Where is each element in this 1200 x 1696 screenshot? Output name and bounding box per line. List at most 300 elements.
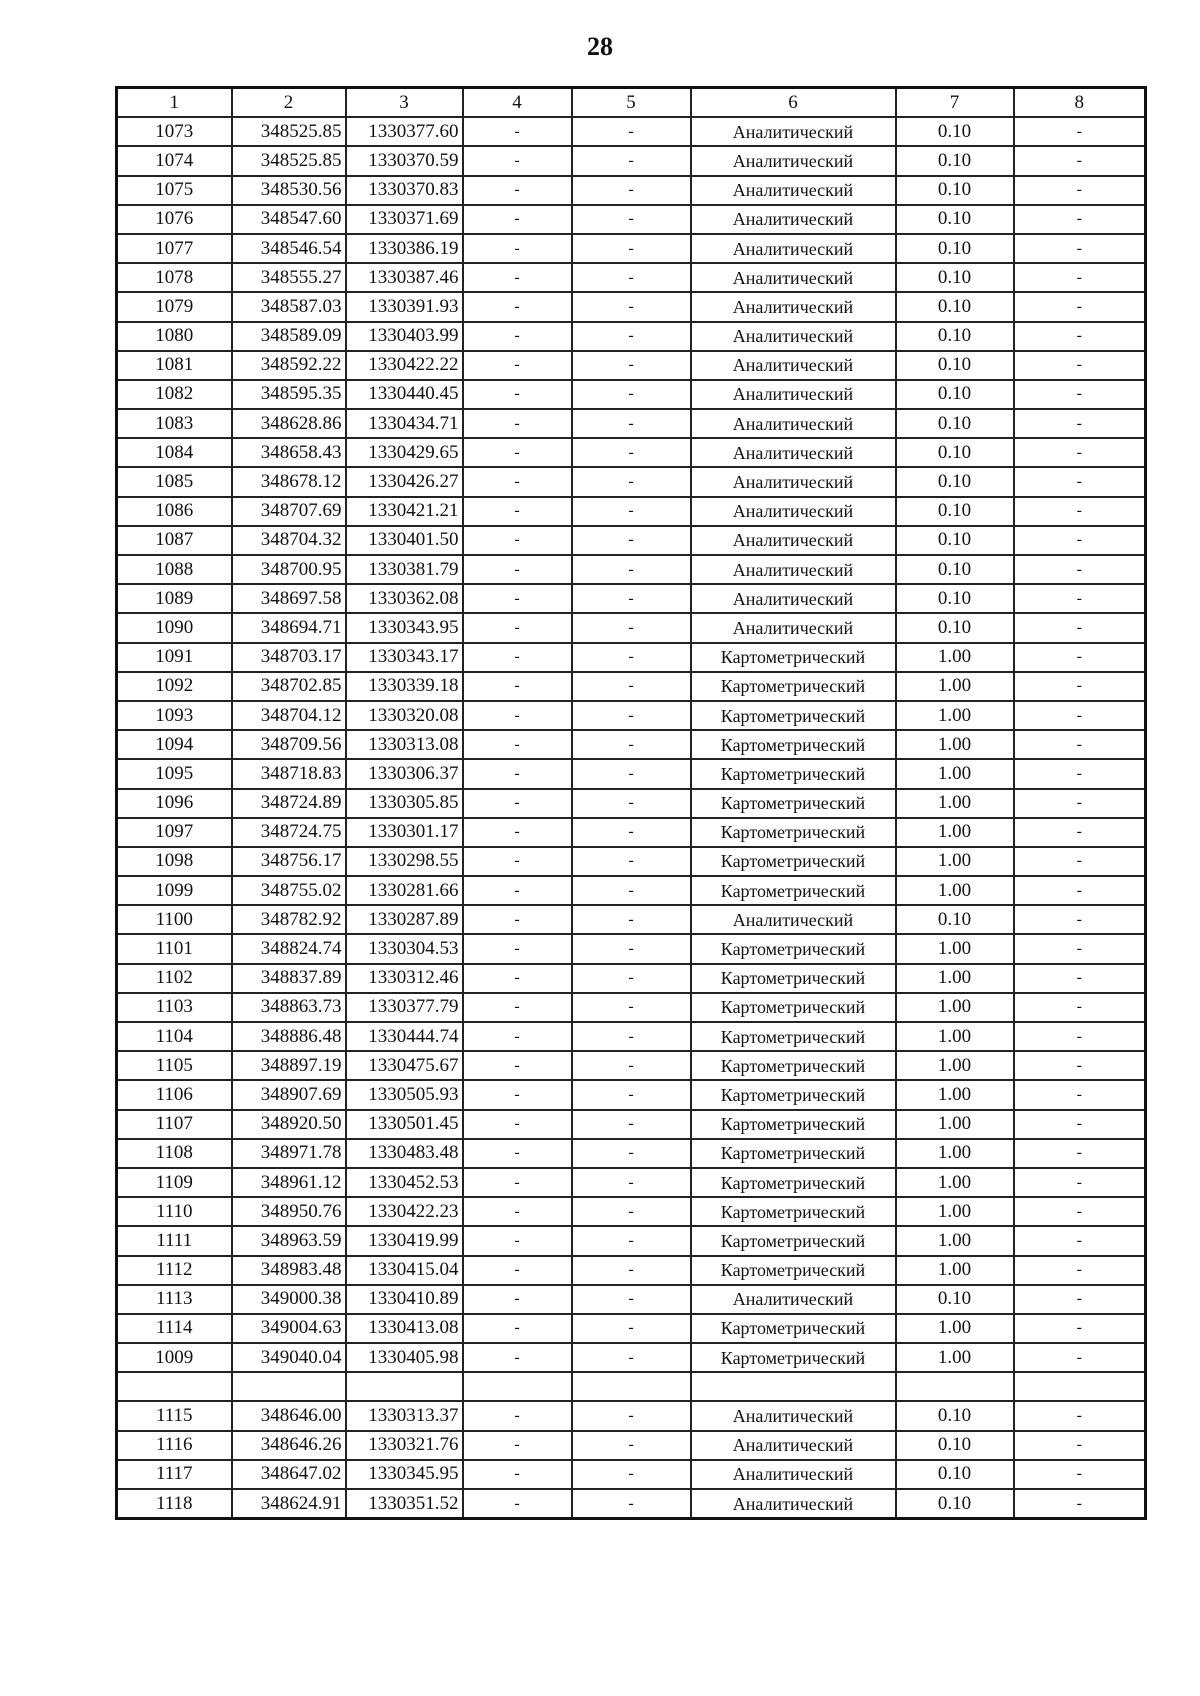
column-8-cell: [1014, 1372, 1146, 1401]
column-8-cell: -: [1014, 934, 1146, 963]
column-8-cell: -: [1014, 1022, 1146, 1051]
table-row: [117, 1343, 1146, 1372]
column-5-cell: -: [572, 613, 691, 642]
x-coordinate-cell: 348647.02: [232, 1460, 346, 1489]
column-5-cell: -: [572, 1489, 691, 1519]
column-4-cell: -: [463, 1431, 572, 1460]
point-number-cell: 1116: [117, 1431, 232, 1460]
point-number-cell: 1085: [117, 467, 232, 496]
y-coordinate-cell: 1330386.19: [346, 234, 463, 263]
column-5-cell: -: [572, 467, 691, 496]
point-number-cell: 1117: [117, 1460, 232, 1489]
y-coordinate-cell: 1330440.45: [346, 380, 463, 409]
column-8-cell: -: [1014, 1226, 1146, 1255]
table-row: [117, 409, 1146, 438]
column-8-cell: -: [1014, 205, 1146, 234]
column-4-cell: -: [463, 934, 572, 963]
column-4-cell: -: [463, 818, 572, 847]
method-cell: Картометрический: [691, 1022, 896, 1051]
column-5-cell: -: [572, 1139, 691, 1168]
column-4-cell: -: [463, 759, 572, 788]
column-4-cell: -: [463, 234, 572, 263]
method-cell: Аналитический: [691, 234, 896, 263]
accuracy-cell: 1.00: [896, 701, 1014, 730]
column-4-cell: -: [463, 555, 572, 584]
table-row: [117, 1460, 1146, 1489]
accuracy-cell: 0.10: [896, 351, 1014, 380]
y-coordinate-cell: 1330444.74: [346, 1022, 463, 1051]
column-4-cell: -: [463, 497, 572, 526]
accuracy-cell: 0.10: [896, 613, 1014, 642]
y-coordinate-cell: 1330501.45: [346, 1110, 463, 1139]
table-row: [117, 876, 1146, 905]
method-cell: Аналитический: [691, 526, 896, 555]
table-row: [117, 351, 1146, 380]
column-8-cell: -: [1014, 876, 1146, 905]
method-cell: Картометрический: [691, 964, 896, 993]
accuracy-cell: 0.10: [896, 117, 1014, 146]
x-coordinate-cell: 348755.02: [232, 876, 346, 905]
column-header: 4: [463, 88, 572, 118]
method-cell: Аналитический: [691, 351, 896, 380]
point-number-cell: 1108: [117, 1139, 232, 1168]
method-cell: Аналитический: [691, 205, 896, 234]
point-number-cell: 1091: [117, 643, 232, 672]
column-8-cell: -: [1014, 789, 1146, 818]
column-4-cell: -: [463, 730, 572, 759]
table-body: [117, 117, 1146, 1519]
column-5-cell: -: [572, 1256, 691, 1285]
accuracy-cell: 0.10: [896, 234, 1014, 263]
accuracy-cell: 1.00: [896, 1110, 1014, 1139]
column-4-cell: -: [463, 584, 572, 613]
column-header: 6: [691, 88, 896, 118]
column-4-cell: -: [463, 146, 572, 175]
method-cell: Картометрический: [691, 818, 896, 847]
point-number-cell: 1089: [117, 584, 232, 613]
accuracy-cell: 0.10: [896, 905, 1014, 934]
column-8-cell: -: [1014, 322, 1146, 351]
x-coordinate-cell: 348628.86: [232, 409, 346, 438]
column-8-cell: -: [1014, 613, 1146, 642]
y-coordinate-cell: 1330421.21: [346, 497, 463, 526]
column-5-cell: -: [572, 934, 691, 963]
y-coordinate-cell: 1330351.52: [346, 1489, 463, 1519]
coordinates-table: [115, 86, 1147, 1520]
point-number-cell: 1097: [117, 818, 232, 847]
column-4-cell: -: [463, 1022, 572, 1051]
method-cell: Аналитический: [691, 176, 896, 205]
accuracy-cell: 1.00: [896, 1226, 1014, 1255]
table-row: [117, 1226, 1146, 1255]
x-coordinate-cell: 348702.85: [232, 672, 346, 701]
y-coordinate-cell: 1330320.08: [346, 701, 463, 730]
y-coordinate-cell: 1330371.69: [346, 205, 463, 234]
column-header: 2: [232, 88, 346, 118]
y-coordinate-cell: 1330391.93: [346, 292, 463, 321]
column-4-cell: -: [463, 905, 572, 934]
column-5-cell: -: [572, 1285, 691, 1314]
column-8-cell: -: [1014, 1080, 1146, 1109]
table-row: [117, 730, 1146, 759]
column-4-cell: -: [463, 263, 572, 292]
method-cell: Аналитический: [691, 1285, 896, 1314]
column-5-cell: -: [572, 117, 691, 146]
point-number-cell: 1081: [117, 351, 232, 380]
y-coordinate-cell: 1330387.46: [346, 263, 463, 292]
column-header: 3: [346, 88, 463, 118]
table-row: [117, 146, 1146, 175]
method-cell: Аналитический: [691, 1431, 896, 1460]
column-4-cell: -: [463, 613, 572, 642]
column-5-cell: -: [572, 205, 691, 234]
method-cell: Аналитический: [691, 380, 896, 409]
column-4-cell: -: [463, 789, 572, 818]
column-5-cell: -: [572, 759, 691, 788]
column-8-cell: -: [1014, 176, 1146, 205]
column-5-cell: -: [572, 1051, 691, 1080]
point-number-cell: 1104: [117, 1022, 232, 1051]
accuracy-cell: 1.00: [896, 1343, 1014, 1372]
point-number-cell: 1103: [117, 993, 232, 1022]
y-coordinate-cell: 1330422.23: [346, 1197, 463, 1226]
point-number-cell: 1109: [117, 1168, 232, 1197]
column-4-cell: [463, 1372, 572, 1401]
table-row: [117, 584, 1146, 613]
column-8-cell: -: [1014, 1431, 1146, 1460]
column-8-cell: -: [1014, 117, 1146, 146]
method-cell: Картометрический: [691, 759, 896, 788]
x-coordinate-cell: 348920.50: [232, 1110, 346, 1139]
x-coordinate-cell: 348983.48: [232, 1256, 346, 1285]
accuracy-cell: 0.10: [896, 322, 1014, 351]
x-coordinate-cell: 348555.27: [232, 263, 346, 292]
point-number-cell: 1115: [117, 1401, 232, 1430]
x-coordinate-cell: 348646.00: [232, 1401, 346, 1430]
column-5-cell: -: [572, 905, 691, 934]
accuracy-cell: [896, 1372, 1014, 1401]
column-8-cell: -: [1014, 1168, 1146, 1197]
column-8-cell: -: [1014, 263, 1146, 292]
table-row: [117, 847, 1146, 876]
column-4-cell: -: [463, 876, 572, 905]
accuracy-cell: 0.10: [896, 555, 1014, 584]
column-8-cell: -: [1014, 292, 1146, 321]
point-number-cell: 1118: [117, 1489, 232, 1519]
column-8-cell: -: [1014, 847, 1146, 876]
point-number-cell: 1078: [117, 263, 232, 292]
x-coordinate-cell: 348709.56: [232, 730, 346, 759]
column-5-cell: -: [572, 1226, 691, 1255]
column-4-cell: -: [463, 1489, 572, 1519]
column-5-cell: -: [572, 1431, 691, 1460]
column-5-cell: -: [572, 497, 691, 526]
method-cell: Картометрический: [691, 876, 896, 905]
method-cell: Картометрический: [691, 1256, 896, 1285]
y-coordinate-cell: 1330410.89: [346, 1285, 463, 1314]
accuracy-cell: 1.00: [896, 964, 1014, 993]
x-coordinate-cell: 348587.03: [232, 292, 346, 321]
accuracy-cell: 1.00: [896, 1080, 1014, 1109]
column-8-cell: -: [1014, 438, 1146, 467]
column-4-cell: -: [463, 1197, 572, 1226]
y-coordinate-cell: 1330426.27: [346, 467, 463, 496]
y-coordinate-cell: 1330419.99: [346, 1226, 463, 1255]
y-coordinate-cell: 1330505.93: [346, 1080, 463, 1109]
column-8-cell: -: [1014, 351, 1146, 380]
x-coordinate-cell: 348547.60: [232, 205, 346, 234]
column-4-cell: -: [463, 847, 572, 876]
table-row: [117, 1285, 1146, 1314]
column-4-cell: -: [463, 205, 572, 234]
x-coordinate-cell: [232, 1372, 346, 1401]
column-8-cell: -: [1014, 380, 1146, 409]
column-8-cell: -: [1014, 526, 1146, 555]
column-5-cell: -: [572, 1022, 691, 1051]
method-cell: Аналитический: [691, 613, 896, 642]
y-coordinate-cell: 1330321.76: [346, 1431, 463, 1460]
table-row: [117, 1197, 1146, 1226]
point-number-cell: 1095: [117, 759, 232, 788]
x-coordinate-cell: 348697.58: [232, 584, 346, 613]
column-4-cell: -: [463, 467, 572, 496]
accuracy-cell: 0.10: [896, 497, 1014, 526]
point-number-cell: 1113: [117, 1285, 232, 1314]
table-row: [117, 205, 1146, 234]
x-coordinate-cell: 348724.75: [232, 818, 346, 847]
x-coordinate-cell: 348824.74: [232, 934, 346, 963]
column-8-cell: -: [1014, 584, 1146, 613]
column-5-cell: -: [572, 1343, 691, 1372]
x-coordinate-cell: 349000.38: [232, 1285, 346, 1314]
y-coordinate-cell: 1330405.98: [346, 1343, 463, 1372]
table-row: [117, 759, 1146, 788]
table-row: [117, 1022, 1146, 1051]
column-5-cell: -: [572, 1110, 691, 1139]
x-coordinate-cell: 348971.78: [232, 1139, 346, 1168]
point-number-cell: 1086: [117, 497, 232, 526]
accuracy-cell: 0.10: [896, 146, 1014, 175]
table-row: [117, 964, 1146, 993]
x-coordinate-cell: 348782.92: [232, 905, 346, 934]
column-4-cell: -: [463, 176, 572, 205]
x-coordinate-cell: 348589.09: [232, 322, 346, 351]
accuracy-cell: 0.10: [896, 438, 1014, 467]
x-coordinate-cell: 349004.63: [232, 1314, 346, 1343]
method-cell: Аналитический: [691, 409, 896, 438]
column-8-cell: -: [1014, 643, 1146, 672]
column-8-cell: -: [1014, 1489, 1146, 1519]
point-number-cell: 1074: [117, 146, 232, 175]
y-coordinate-cell: 1330415.04: [346, 1256, 463, 1285]
method-cell: Аналитический: [691, 497, 896, 526]
column-header: 8: [1014, 88, 1146, 118]
method-cell: Аналитический: [691, 322, 896, 351]
column-4-cell: -: [463, 1401, 572, 1430]
x-coordinate-cell: 348704.12: [232, 701, 346, 730]
column-5-cell: -: [572, 964, 691, 993]
table-row: [117, 789, 1146, 818]
y-coordinate-cell: 1330434.71: [346, 409, 463, 438]
column-5-cell: -: [572, 584, 691, 613]
x-coordinate-cell: 348595.35: [232, 380, 346, 409]
table-row: [117, 467, 1146, 496]
column-5-cell: -: [572, 847, 691, 876]
accuracy-cell: 1.00: [896, 643, 1014, 672]
column-5-cell: -: [572, 730, 691, 759]
y-coordinate-cell: 1330313.08: [346, 730, 463, 759]
column-8-cell: -: [1014, 964, 1146, 993]
accuracy-cell: 1.00: [896, 1256, 1014, 1285]
column-5-cell: -: [572, 146, 691, 175]
page-number: 28: [587, 32, 613, 61]
accuracy-cell: 0.10: [896, 1285, 1014, 1314]
column-8-cell: -: [1014, 1460, 1146, 1489]
method-cell: Картометрический: [691, 1197, 896, 1226]
accuracy-cell: 1.00: [896, 1168, 1014, 1197]
x-coordinate-cell: 348525.85: [232, 117, 346, 146]
accuracy-cell: 1.00: [896, 993, 1014, 1022]
x-coordinate-cell: 348724.89: [232, 789, 346, 818]
x-coordinate-cell: 348658.43: [232, 438, 346, 467]
method-cell: Картометрический: [691, 1051, 896, 1080]
x-coordinate-cell: 348897.19: [232, 1051, 346, 1080]
method-cell: Картометрический: [691, 1226, 896, 1255]
column-5-cell: -: [572, 672, 691, 701]
method-cell: Картометрический: [691, 643, 896, 672]
method-cell: Картометрический: [691, 1110, 896, 1139]
column-4-cell: -: [463, 409, 572, 438]
y-coordinate-cell: 1330345.95: [346, 1460, 463, 1489]
column-4-cell: -: [463, 1051, 572, 1080]
y-coordinate-cell: 1330483.48: [346, 1139, 463, 1168]
point-number-cell: 1088: [117, 555, 232, 584]
column-8-cell: -: [1014, 730, 1146, 759]
table-row: [117, 526, 1146, 555]
x-coordinate-cell: 348624.91: [232, 1489, 346, 1519]
y-coordinate-cell: 1330413.08: [346, 1314, 463, 1343]
column-4-cell: -: [463, 1343, 572, 1372]
column-8-cell: -: [1014, 701, 1146, 730]
x-coordinate-cell: 348592.22: [232, 351, 346, 380]
point-number-cell: 1087: [117, 526, 232, 555]
accuracy-cell: 0.10: [896, 292, 1014, 321]
point-number-cell: 1084: [117, 438, 232, 467]
y-coordinate-cell: 1330305.85: [346, 789, 463, 818]
method-cell: Картометрический: [691, 1343, 896, 1372]
column-4-cell: -: [463, 117, 572, 146]
table-row: [117, 555, 1146, 584]
x-coordinate-cell: 348678.12: [232, 467, 346, 496]
x-coordinate-cell: 348704.32: [232, 526, 346, 555]
point-number-cell: 1102: [117, 964, 232, 993]
point-number-cell: 1093: [117, 701, 232, 730]
table-row: [117, 1080, 1146, 1109]
column-4-cell: -: [463, 993, 572, 1022]
table-row: [117, 905, 1146, 934]
column-8-cell: -: [1014, 497, 1146, 526]
column-5-cell: -: [572, 526, 691, 555]
point-number-cell: 1077: [117, 234, 232, 263]
x-coordinate-cell: 348694.71: [232, 613, 346, 642]
point-number-cell: 1083: [117, 409, 232, 438]
column-5-cell: -: [572, 643, 691, 672]
method-cell: Аналитический: [691, 467, 896, 496]
column-5-cell: -: [572, 351, 691, 380]
y-coordinate-cell: 1330475.67: [346, 1051, 463, 1080]
column-5-cell: -: [572, 1401, 691, 1430]
table-row: [117, 1110, 1146, 1139]
accuracy-cell: 0.10: [896, 176, 1014, 205]
column-4-cell: -: [463, 1080, 572, 1109]
method-cell: Картометрический: [691, 934, 896, 963]
method-cell: Картометрический: [691, 1139, 896, 1168]
point-number-cell: 1099: [117, 876, 232, 905]
table-row: [117, 1051, 1146, 1080]
accuracy-cell: 1.00: [896, 759, 1014, 788]
accuracy-cell: 1.00: [896, 789, 1014, 818]
x-coordinate-cell: 348707.69: [232, 497, 346, 526]
column-4-cell: -: [463, 322, 572, 351]
accuracy-cell: 1.00: [896, 1139, 1014, 1168]
point-number-cell: 1100: [117, 905, 232, 934]
accuracy-cell: 0.10: [896, 409, 1014, 438]
x-coordinate-cell: 348961.12: [232, 1168, 346, 1197]
column-5-cell: -: [572, 1460, 691, 1489]
x-coordinate-cell: 348950.76: [232, 1197, 346, 1226]
y-coordinate-cell: 1330301.17: [346, 818, 463, 847]
method-cell: Картометрический: [691, 701, 896, 730]
accuracy-cell: 0.10: [896, 467, 1014, 496]
table-row: [117, 934, 1146, 963]
table-row: [117, 993, 1146, 1022]
column-4-cell: -: [463, 292, 572, 321]
accuracy-cell: 1.00: [896, 672, 1014, 701]
y-coordinate-cell: 1330312.46: [346, 964, 463, 993]
point-number-cell: 1082: [117, 380, 232, 409]
accuracy-cell: 0.10: [896, 1460, 1014, 1489]
y-coordinate-cell: 1330422.22: [346, 351, 463, 380]
column-8-cell: -: [1014, 555, 1146, 584]
column-8-cell: -: [1014, 409, 1146, 438]
y-coordinate-cell: 1330304.53: [346, 934, 463, 963]
column-8-cell: -: [1014, 1343, 1146, 1372]
column-8-cell: -: [1014, 1256, 1146, 1285]
column-8-cell: -: [1014, 1139, 1146, 1168]
point-number-cell: 1101: [117, 934, 232, 963]
column-5-cell: -: [572, 701, 691, 730]
y-coordinate-cell: 1330377.60: [346, 117, 463, 146]
point-number-cell: 1075: [117, 176, 232, 205]
method-cell: Картометрический: [691, 730, 896, 759]
point-number-cell: 1073: [117, 117, 232, 146]
column-5-cell: -: [572, 555, 691, 584]
point-number-cell: 1092: [117, 672, 232, 701]
accuracy-cell: 1.00: [896, 730, 1014, 759]
accuracy-cell: 1.00: [896, 818, 1014, 847]
column-5-cell: -: [572, 876, 691, 905]
point-number-cell: 1080: [117, 322, 232, 351]
column-5-cell: -: [572, 292, 691, 321]
accuracy-cell: 1.00: [896, 876, 1014, 905]
y-coordinate-cell: 1330362.08: [346, 584, 463, 613]
point-number-cell: 1114: [117, 1314, 232, 1343]
table-row: [117, 438, 1146, 467]
x-coordinate-cell: 348646.26: [232, 1431, 346, 1460]
x-coordinate-cell: 348525.85: [232, 146, 346, 175]
x-coordinate-cell: 348718.83: [232, 759, 346, 788]
method-cell: Картометрический: [691, 847, 896, 876]
